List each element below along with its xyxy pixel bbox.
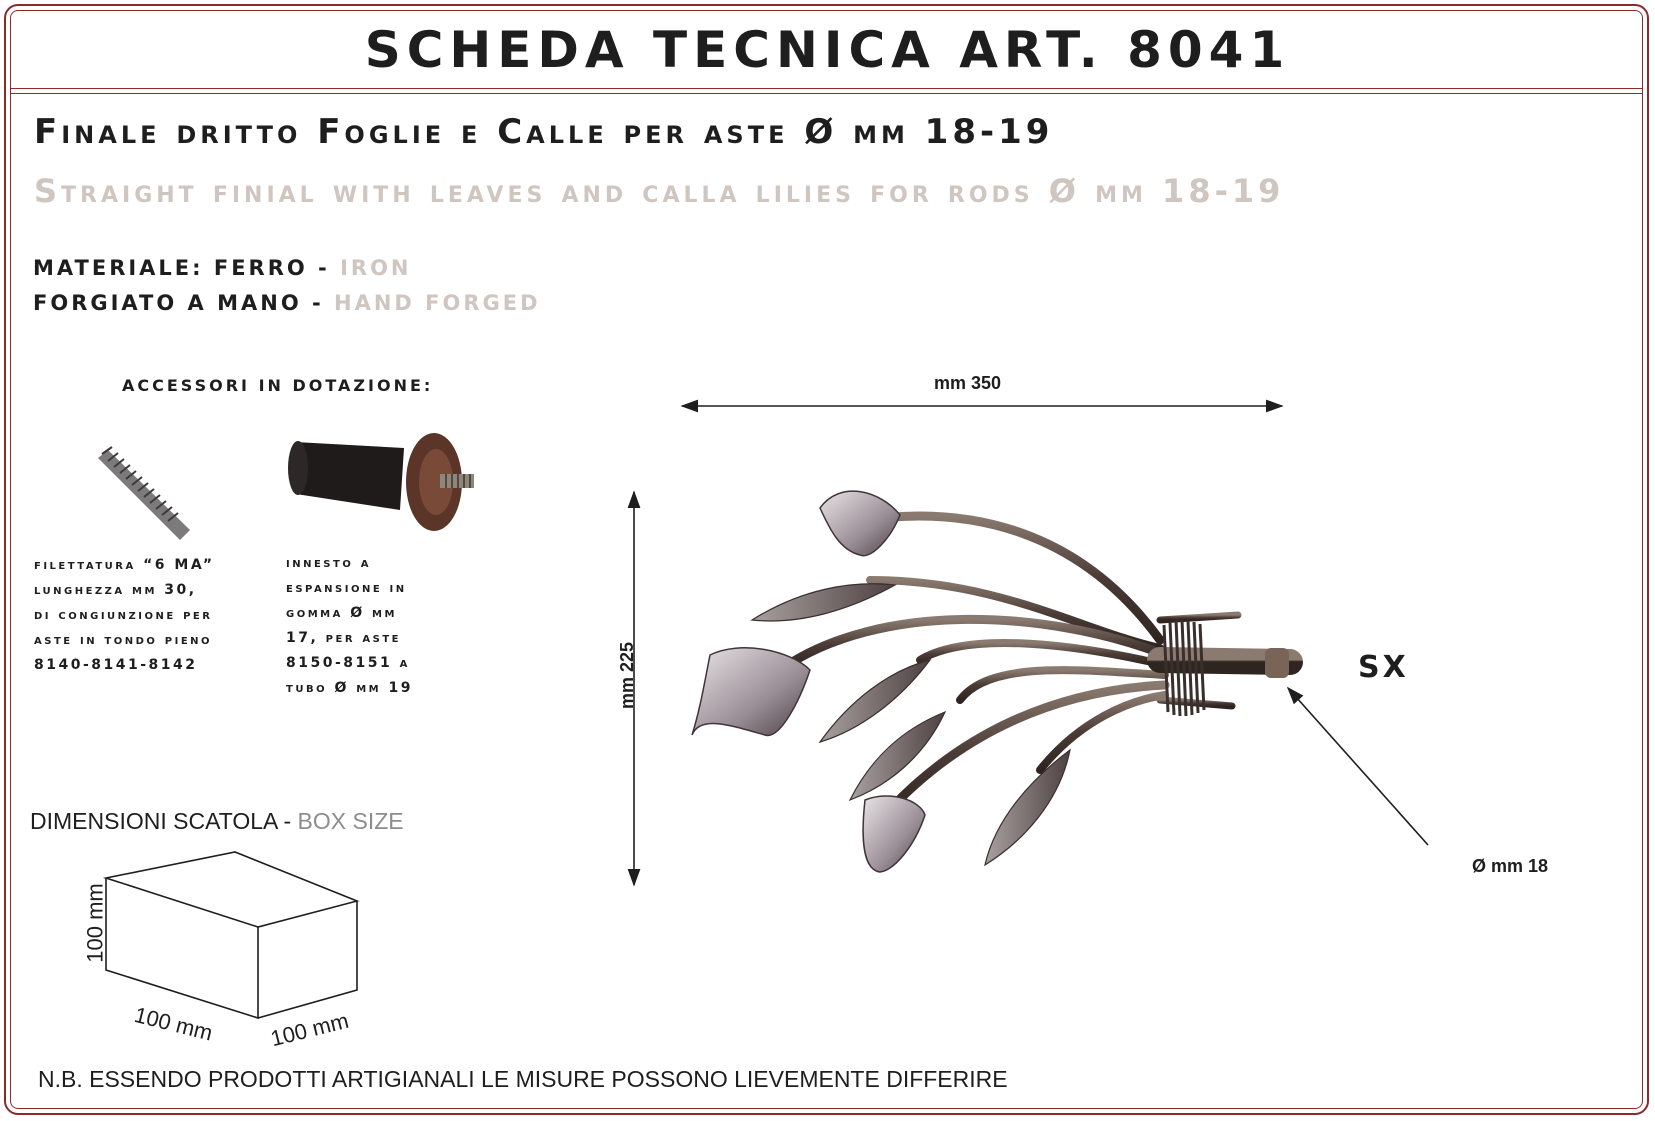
material-it: MATERIALE: FERRO - (33, 256, 330, 280)
leaf (850, 712, 945, 800)
box-depth-label: 100 mm (131, 1002, 216, 1046)
diameter-pointer-arrow (1288, 688, 1428, 845)
box-title-en: BOX SIZE (297, 808, 404, 834)
forging-en: HAND FORGED (334, 291, 541, 315)
screw-line: lunghezza mm 30, (34, 582, 197, 598)
screw-line: 8140-8141-8142 (34, 657, 198, 673)
side-label: SX (1358, 650, 1409, 685)
box-title-it: DIMENSIONI SCATOLA - (30, 808, 292, 834)
width-dimension-label: mm 350 (934, 373, 1002, 393)
product-name-it: Finale dritto Foglie e Calle per aste Ø mm 18-19 (34, 112, 1054, 152)
calla-lily-bottom (863, 796, 925, 872)
material-en: IRON (340, 256, 412, 280)
product-name-en: Straight finial with leaves and calla lilies for rods Ø mm 18-19 (34, 172, 1285, 210)
page-title: SCHEDA TECNICA ART. 8041 (364, 21, 1291, 79)
finial-illustration (692, 491, 1290, 872)
box-diagram (106, 852, 357, 1018)
plug-line: innesto a (286, 555, 371, 571)
screw-line: aste in tondo pieno (34, 632, 213, 648)
accessories-title: ACCESSORI IN DOTAZIONE: (122, 376, 434, 395)
threaded-screw-image (98, 447, 190, 540)
plug-line: espansione in (286, 580, 407, 596)
height-dimension-label: mm 225 (617, 641, 638, 710)
plug-line: 8150-8151 a (286, 655, 410, 671)
screw-line: di congiunzione per (34, 607, 213, 623)
calla-lily-top (820, 491, 900, 556)
plug-line: 17, per aste (286, 630, 402, 646)
leaf (985, 750, 1070, 865)
forging-it: FORGIATO A MANO - (33, 291, 324, 315)
diameter-label: Ø mm 18 (1472, 856, 1549, 876)
plug-line: gomma Ø mm (286, 605, 397, 621)
screw-line: filettatura “6 MA” (34, 557, 215, 573)
disclaimer-note: N.B. ESSENDO PRODOTTI ARTIGIANALI LE MISURE POSSONO LIEVEMENTE DIFFERIRE (38, 1066, 1008, 1092)
box-height-label: 100 mm (82, 883, 108, 963)
calla-lily-left (692, 648, 810, 736)
rubber-plug-image (288, 433, 474, 531)
leaf (752, 584, 895, 621)
plug-line: tubo Ø mm 19 (286, 680, 413, 696)
box-width-label: 100 mm (268, 1007, 352, 1052)
